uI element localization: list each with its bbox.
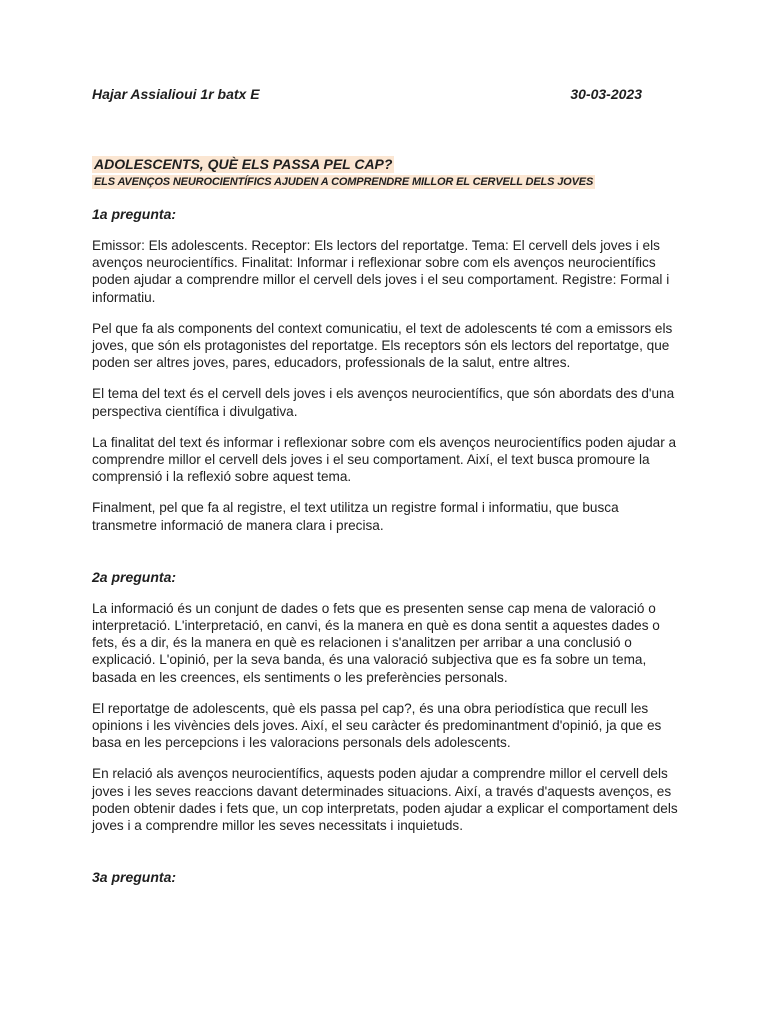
paragraph: En relació als avenços neurocientífics, aquests poden ajudar a comprendre millor el cervell dels joves i les seves reaccions davant determinades situacions. Així, a través d'aquests avenços, es poden obtenir dades i fets que, un cop interpretats, poden ajudar a explicar el comportament dels joves i a comprendre millor les seves necessitats i inquietuds. [92, 766, 678, 834]
section-2 [92, 568, 684, 834]
document-body [92, 205, 684, 900]
section-spacer [92, 848, 684, 868]
section-spacer [92, 548, 684, 568]
paragraph: La informació és un conjunt de dades o fets que es presenten sense cap mena de valoració o interpretació. L'interpretació, en canvi, és la manera en què es dona sentit a aquestes dades o fets, és a dir, és la manera en què es relacionen i s'analitzen per arribar a una conclusió o explicació. L'opinió, per la seva banda, és una valoració subjectiva que es fa sobre un tema, basada en les creences, els sentiments o les preferències personals. [92, 600, 660, 685]
section-heading: 1a pregunta: [92, 206, 177, 222]
author-name: Hajar Assialioui 1r batx E [92, 86, 260, 102]
document-header [92, 86, 648, 106]
document-title: ADOLESCENTS, QUÈ ELS PASSA PEL CAP? [94, 156, 393, 172]
document-subtitle: ELS AVENÇOS NEUROCIENTÍFICS AJUDEN A COMPRENDRE MILLOR EL CERVELL DELS JOVES [94, 176, 594, 188]
section-3 [92, 868, 684, 886]
paragraph: Emissor: Els adolescents. Receptor: Els lectors del reportatge. Tema: El cervell dels joves i els avenços neurocientífics. Finalitat: Informar i reflexionar sobre com els avenços neurocientífics poden ajudar a comprendre millor el cervell dels joves i el seu comportament. Registre: Formal i informatiu. [92, 238, 670, 305]
paragraph: La finalitat del text és informar i reflexionar sobre com els avenços neurocientífics poden ajudar a comprendre millor el cervell dels joves i el seu comportament. Així, el text busca promoure la comprensió i la reflexió sobre aquest tema. [92, 434, 677, 485]
document-date: 30-03-2023 [570, 86, 642, 102]
paragraph: El reportatge de adolescents, què els passa pel cap?, és una obra periodística que recull les opinions i les vivències dels joves. Així, el seu caràcter és predominantment d'opinió, ja que es basa en les percepcions i les valoracions personals dels adolescents. [92, 700, 662, 751]
section-heading: 3a pregunta: [92, 869, 177, 886]
section-heading: 2a pregunta: [92, 568, 177, 585]
paragraph: Finalment, pel que fa al registre, el text utilitza un registre formal i informatiu, que busca transmetre informació de manera clara i precisa. [92, 500, 619, 533]
paragraph: Pel que fa als components del context comunicatiu, el text de adolescents té com a emissors els joves, que són els protagonistes del reportatge. Els receptors són els lectors del reportatge, que poden ser altres joves, pares, educadors, professionals de la salut, entre altres. [92, 320, 673, 371]
section-1 [92, 205, 684, 534]
paragraph: El tema del text és el cervell dels joves i els avenços neurocientífics, que són abordats des d'una perspectiva científica i divulgativa. [92, 386, 675, 419]
